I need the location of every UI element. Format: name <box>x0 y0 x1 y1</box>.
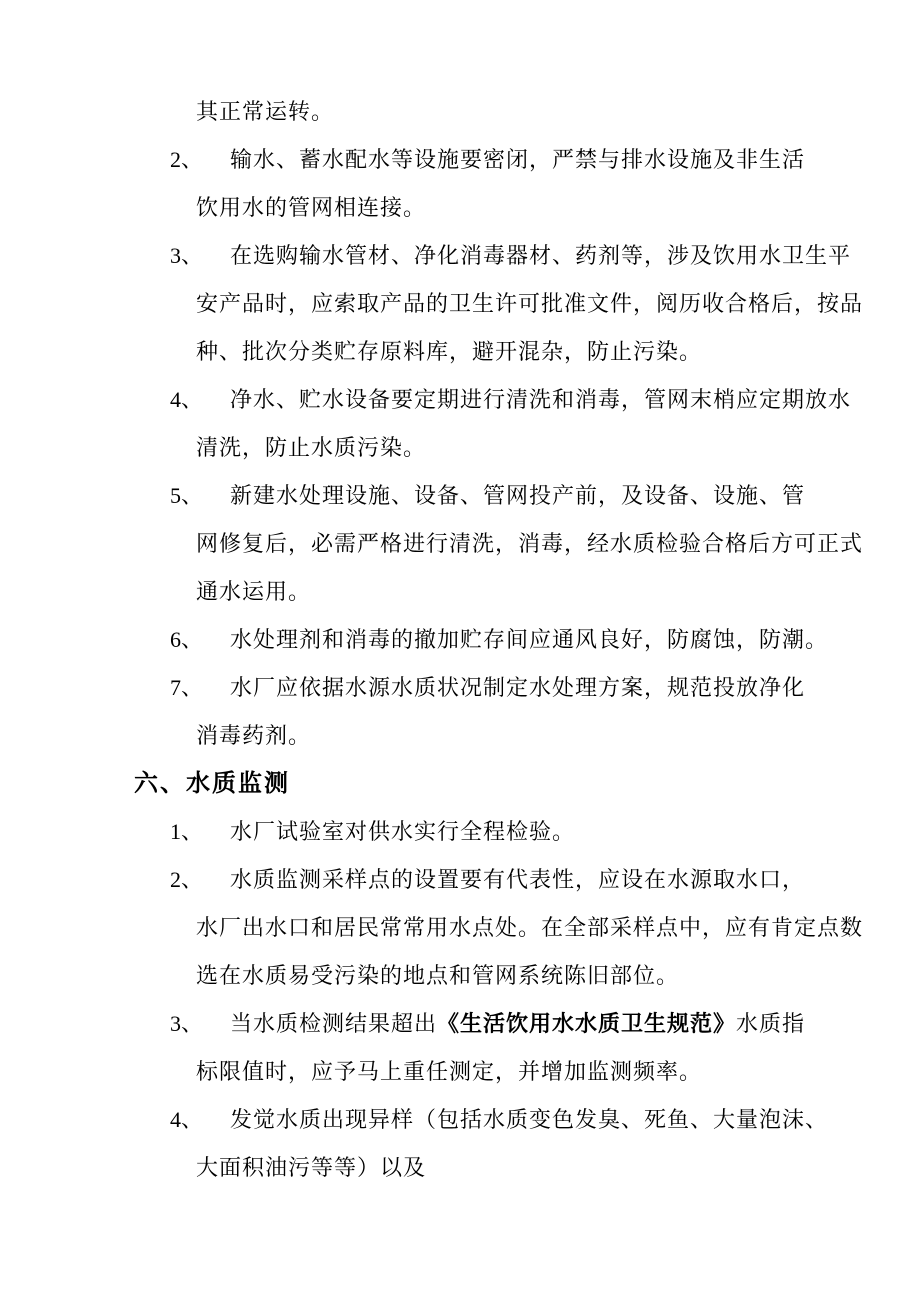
paragraph-line <box>196 952 920 1000</box>
item-number: 2、 <box>170 147 204 172</box>
text-segment: 选在水质易受污染的地点和管网系统陈旧部位。 <box>196 963 680 988</box>
paragraph-line <box>196 184 920 232</box>
text-segment: 网修复后，必需严格进行清洗，消毒，经水质检验合格后方可正式 <box>196 531 864 556</box>
text-segment: 安产品时，应索取产品的卫生许可批准文件，阅历收合格后，按品 <box>196 291 864 316</box>
text-segment: 种、批次分类贮存原料库，避开混杂，防止污染。 <box>196 339 703 364</box>
paragraph-line <box>196 712 920 760</box>
paragraph-line <box>196 904 920 952</box>
numbered-item-line <box>170 808 920 856</box>
text-segment: 输水、蓄水配水等设施要密闭，严禁与排水设施及非生活 <box>230 147 806 172</box>
text-segment: 标限值时，应予马上重任测定，并增加监测频率。 <box>196 1059 703 1084</box>
paragraph-line <box>196 1144 920 1192</box>
item-number: 4、 <box>170 1107 204 1132</box>
text-segment: 消毒药剂。 <box>196 723 312 748</box>
item-number: 5、 <box>170 483 204 508</box>
text-segment: 当水质检测结果超出 <box>230 1011 438 1036</box>
numbered-item-line <box>170 232 920 280</box>
paragraph-line <box>196 280 920 328</box>
text-segment: 水厂试验室对供水实行全程检验。 <box>230 819 576 844</box>
text-segment: 六、水质监测 <box>134 770 290 797</box>
text-segment: 在选购输水管材、净化消毒器材、药剂等，涉及饮用水卫生平 <box>230 243 852 268</box>
text-segment: 饮用水的管网相连接。 <box>196 195 427 220</box>
item-number: 1、 <box>170 819 204 844</box>
text-segment: 清洗，防止水质污染。 <box>196 435 427 460</box>
text-segment: 大面积油污等等）以及 <box>196 1155 427 1180</box>
text-segment: 通水运用。 <box>196 579 312 604</box>
text-segment: 水处理剂和消毒的撤加贮存间应通风良好，防腐蚀，防潮。 <box>230 627 829 652</box>
item-number: 3、 <box>170 243 204 268</box>
text-segment: 发觉水质出现异样（包括水质变色发臭、死鱼、大量泡沫、 <box>230 1107 829 1132</box>
item-number: 2、 <box>170 867 204 892</box>
item-number: 6、 <box>170 627 204 652</box>
text-segment: 其正常运转。 <box>196 99 335 124</box>
paragraph-line <box>196 520 920 568</box>
book-title-text: 《生活饮用水水质卫生规范》 <box>437 1011 737 1036</box>
numbered-item-line <box>170 1000 920 1048</box>
text-segment: 净水、贮水设备要定期进行清洗和消毒，管网末梢应定期放水 <box>230 387 852 412</box>
numbered-item-line <box>170 376 920 424</box>
paragraph-line <box>196 88 920 136</box>
paragraph-line <box>196 424 920 472</box>
numbered-item-line <box>170 664 920 712</box>
text-segment: 水厂出水口和居民常常用水点处。在全部采样点中，应有肯定点数 <box>196 915 864 940</box>
paragraph-line <box>196 1048 920 1096</box>
numbered-item-line <box>170 856 920 904</box>
text-segment: 水质指 <box>736 1011 806 1036</box>
text-segment: 水质监测采样点的设置要有代表性，应设在水源取水口， <box>230 867 806 892</box>
numbered-item-line <box>170 472 920 520</box>
numbered-item-line <box>170 136 920 184</box>
item-number: 7、 <box>170 675 204 700</box>
text-segment: 水厂应依据水源水质状况制定水处理方案，规范投放净化 <box>230 675 806 700</box>
paragraph-line <box>196 568 920 616</box>
item-number: 3、 <box>170 1011 204 1036</box>
paragraph-line <box>196 328 920 376</box>
numbered-item-line <box>170 616 920 664</box>
numbered-item-line <box>170 1096 920 1144</box>
section-heading <box>134 760 920 808</box>
text-segment: 新建水处理设施、设备、管网投产前，及设备、设施、管 <box>230 483 806 508</box>
item-number: 4、 <box>170 387 204 412</box>
